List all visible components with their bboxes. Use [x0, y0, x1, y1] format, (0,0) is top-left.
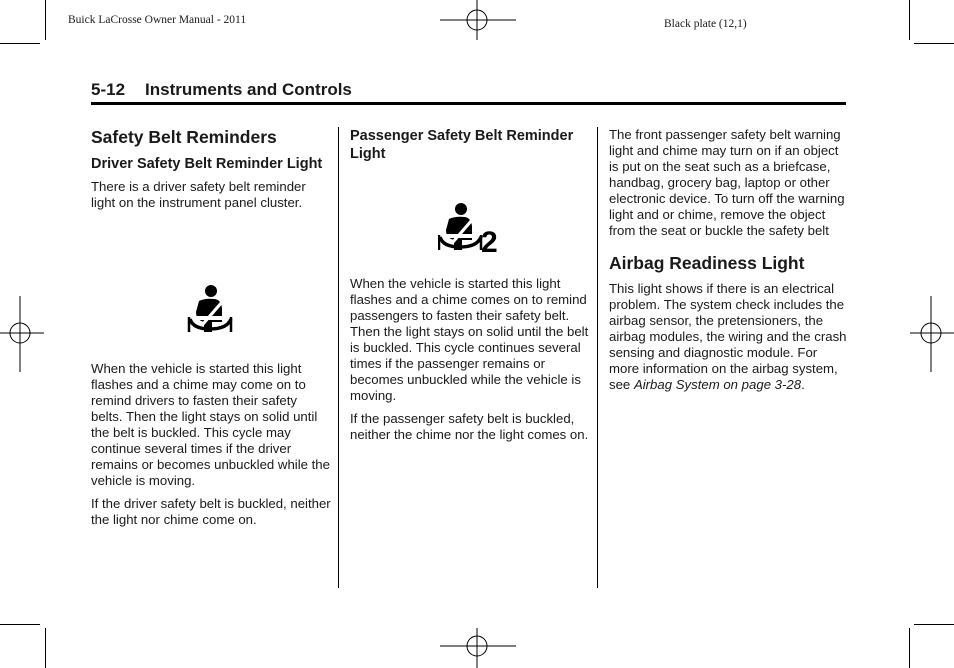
plate-label: Black plate (12,1)	[664, 18, 747, 30]
paragraph-text: This light shows if there is an electrical problem. The system check includes the airbag sensor, the pretensioners, the airbag modules, the wiring and the crash sensing and diagnostic module. For more information on the airbag system, see	[609, 281, 847, 392]
manual-title: Buick LaCrosse Owner Manual - 2011	[68, 14, 247, 26]
passenger-seatbelt-reminder-icon	[438, 202, 502, 254]
crop-mark	[914, 43, 954, 44]
registration-mark-icon	[440, 628, 516, 668]
crop-mark	[0, 43, 40, 44]
section-heading-safety-belt-reminders: Safety Belt Reminders	[91, 127, 277, 147]
paragraph	[609, 281, 849, 393]
paragraph-end: .	[801, 377, 805, 392]
crop-mark	[45, 0, 46, 40]
column-divider	[597, 127, 598, 588]
column-1	[91, 127, 331, 218]
paragraph: When the vehicle is started this light flashes and a chime may come on to remind drivers to fasten their safety belts. Then the light stays on solid until the belt is buckled. This cycle may continue several times if the driver remains or becomes unbuckled while the vehicle is moving.	[91, 361, 330, 488]
paragraph: If the driver safety belt is buckled, neither the light nor chime come on.	[91, 496, 331, 527]
paragraph: There is a driver safety belt reminder light on the instrument panel cluster.	[91, 179, 306, 210]
section-heading-airbag-readiness: Airbag Readiness Light	[609, 253, 805, 273]
cross-reference-link[interactable]: Airbag System on page 3-28	[633, 377, 802, 392]
paragraph: If the passenger safety belt is buckled, neither the chime nor the light comes on.	[350, 411, 589, 442]
registration-mark-icon	[910, 296, 954, 372]
crop-mark	[45, 628, 46, 668]
registration-mark-icon	[0, 296, 44, 372]
crop-mark	[914, 624, 954, 625]
column-2-lower	[350, 276, 590, 450]
page-number: 5-12	[91, 80, 126, 99]
column-divider	[338, 127, 339, 588]
column-1-lower	[91, 361, 331, 535]
seatbelt-reminder-icon	[185, 284, 235, 336]
column-2	[350, 127, 590, 169]
section-title: Instruments and Controls	[145, 80, 352, 99]
section-heading	[91, 80, 352, 100]
passenger-number-label: 2	[481, 226, 498, 254]
paragraph: The front passenger safety belt warning light and chime may turn on if an object is put on the seat such as a briefcase, handbag, grocery bag, laptop or other electronic device. To turn off the warning light and or chime, remove the object from the seat or buckle the safety belt	[609, 127, 845, 238]
subheading-passenger-reminder: Passenger Safety Belt Reminder Light	[350, 128, 574, 162]
registration-mark-icon	[440, 0, 516, 40]
crop-mark	[909, 0, 910, 40]
subheading-driver-reminder: Driver Safety Belt Reminder Light	[91, 156, 323, 172]
paragraph: When the vehicle is started this light flashes and a chime comes on to remind passengers to fasten their safety belt. Then the light stays on solid until the belt is buckled. This cycle continues several times if the passenger remains or becomes unbuckled while the vehicle is moving.	[350, 276, 589, 403]
crop-mark	[0, 624, 40, 625]
header-rule	[91, 102, 846, 105]
column-3	[609, 127, 849, 400]
crop-mark	[909, 628, 910, 668]
